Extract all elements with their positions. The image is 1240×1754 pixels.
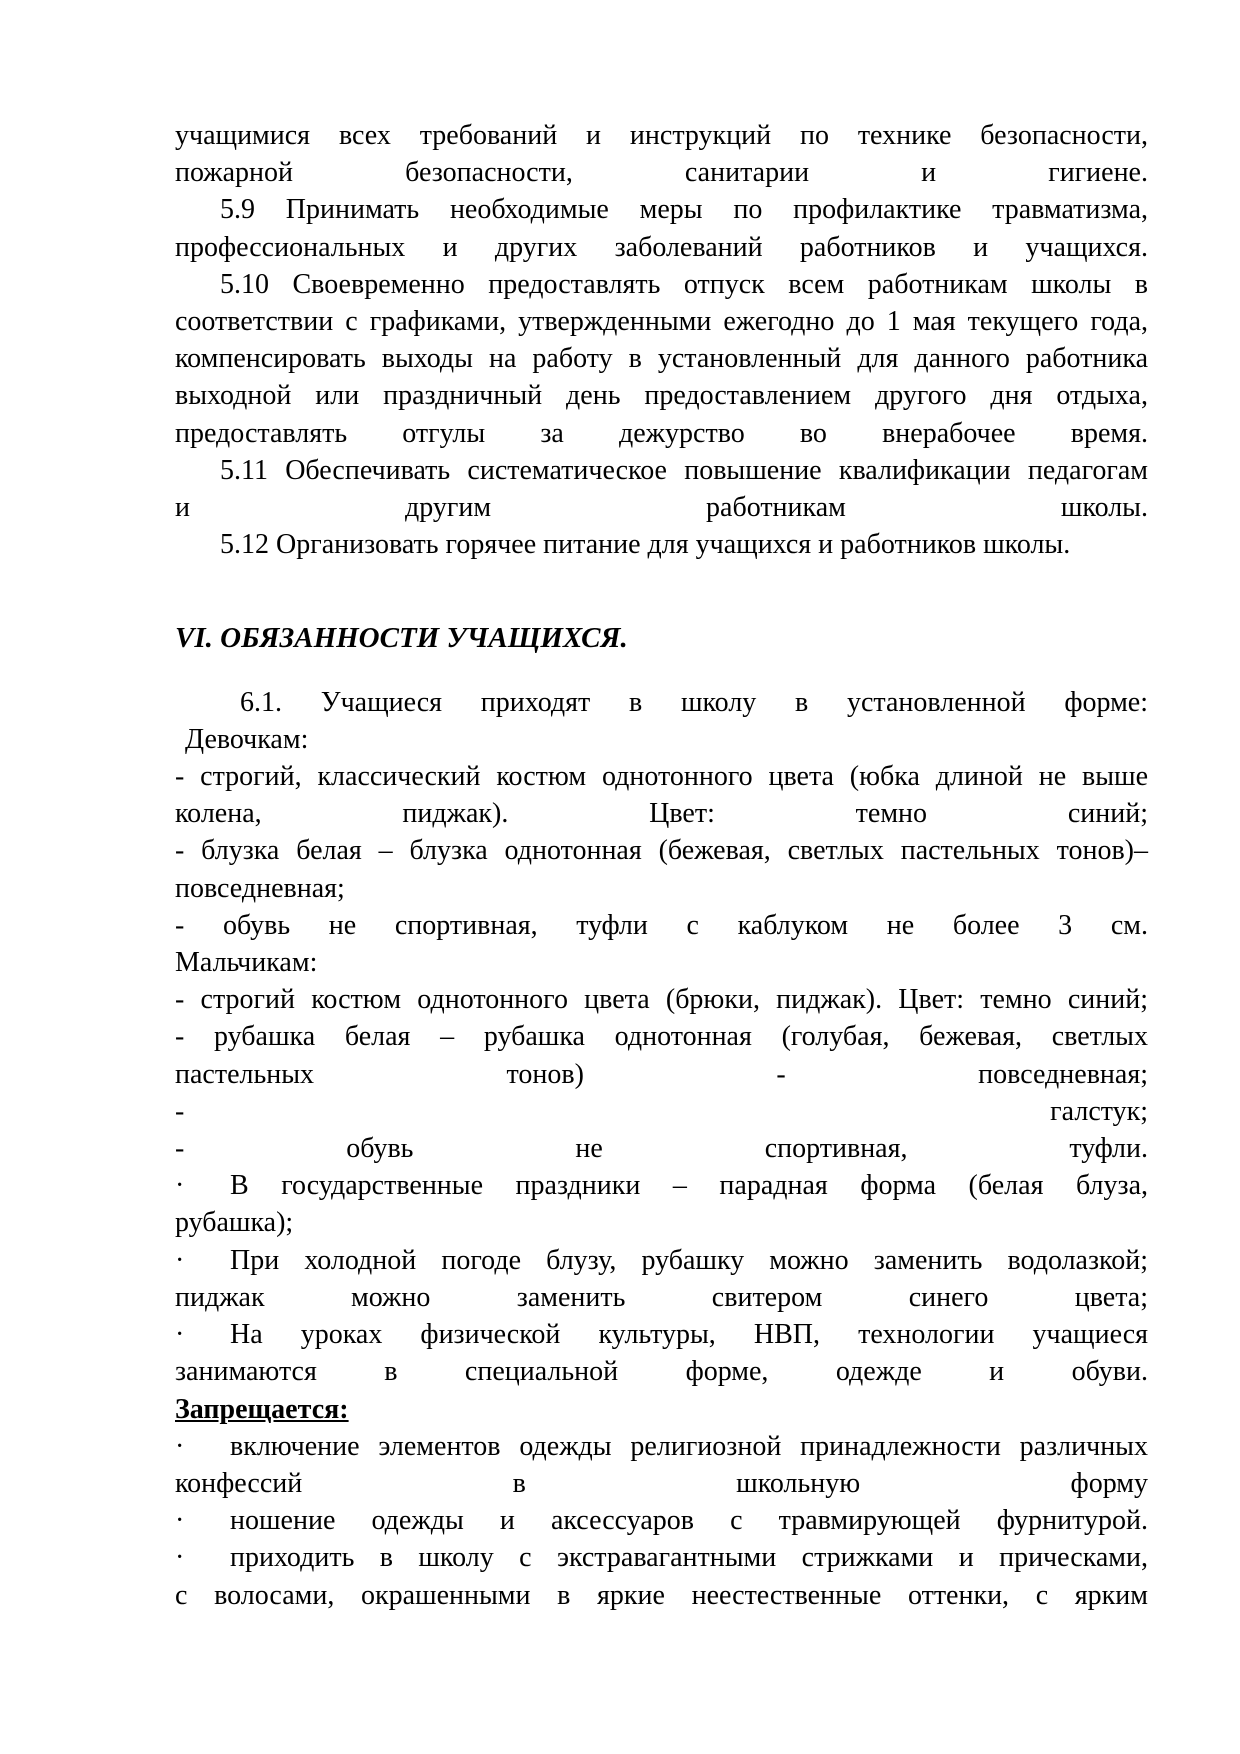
text-line: пожарной безопасности, санитарии и гигиене. [175,157,1148,189]
text-line: соответствии с графиками, утвержденными ежегодно до 1 мая текущего года, [175,306,1148,338]
bullet-text: В государственные праздники – парадная форма (белая блуза, [230,1170,1148,1202]
document-text [175,117,1148,1614]
bullet-marker: · [175,1244,185,1276]
text-line: - строгий, классический костюм однотонного цвета (юбка длиной не выше [175,761,1148,793]
text-line: выходной или праздничный день предоставлением другого дня отдыха, [175,380,1148,412]
text-line [175,1428,1148,1465]
text-line: - обувь не спортивная, туфли с каблуком не более 3 см. [175,909,1148,941]
text-line: - строгий костюм однотонного цвета (брюки, пиджак). Цвет: темно синий; [175,984,1148,1016]
text-line: компенсировать выходы на работу в установленный для данного работника [175,343,1148,375]
text-line: Мальчикам: [175,947,318,979]
text-line: пастельных тонов) - повседневная; [175,1058,1148,1090]
bullet-text: приходить в школу с экстравагантными стрижками и прическами, [230,1542,1148,1574]
bullet-marker: · [175,1505,185,1537]
text-line: и другим работникам школы. [175,492,1148,524]
text-line: пиджак можно заменить свитером синего цвета; [175,1281,1148,1313]
text-line: Девочкам: [185,723,309,755]
bullet-text: При холодной погоде блузу, рубашку можно заменить водолазкой; [230,1244,1148,1276]
text-line: 5.11 Обеспечивать систематическое повышение квалификации педагогам [220,454,1148,486]
text-line [175,1539,1148,1576]
text-line [175,1167,1148,1204]
text-line: повседневная; [175,872,345,904]
text-line: с волосами, окрашенными в яркие неестественные оттенки, с ярким [175,1579,1148,1611]
text-line: рубашка); [175,1207,294,1239]
bullet-text: На уроках физической культуры, НВП, технологии учащиеся [230,1319,1148,1351]
text-line: 5.9 Принимать необходимые меры по профилактике травматизма, [220,194,1148,226]
text-line: конфессий в школьную форму [175,1467,1148,1499]
text-line: 5.12 Организовать горячее питание для учащихся и работников школы. [220,529,1071,561]
text-line: - рубашка белая – рубашка однотонная (голубая, бежевая, светлых [175,1021,1148,1053]
text-line: - галстук; [175,1095,1148,1127]
bullet-marker: · [175,1430,185,1462]
text-line [175,1316,1148,1353]
forbidden-subheading: Запрещается: [175,1393,349,1425]
text-line: учащимися всех требований и инструкций по технике безопасности, [175,120,1148,151]
text-line: - обувь не спортивная, туфли. [175,1133,1148,1165]
text-line [175,1242,1148,1279]
text-line: занимаются в специальной форме, одежде и обуви. [175,1356,1148,1388]
section-heading: VI. ОБЯЗАННОСТИ УЧАЩИХСЯ. [175,622,628,655]
bullet-marker: · [175,1319,185,1351]
text-line: 5.10 Своевременно предоставлять отпуск всем работникам школы в [220,268,1148,300]
bullet-text: включение элементов одежды религиозной принадлежности различных [230,1430,1148,1462]
text-line: 6.1. Учащиеся приходят в школу в установленной форме: [240,686,1148,718]
bullet-marker: · [175,1170,185,1202]
bullet-marker: · [175,1542,185,1574]
text-line: - блузка белая – блузка однотонная (бежевая, светлых пастельных тонов)– [175,835,1148,867]
bullet-text: ношение одежды и аксессуаров с травмирующей фурнитурой. [230,1505,1148,1537]
text-line: профессиональных и других заболеваний работников и учащихся. [175,231,1148,263]
text-line: колена, пиджак). Цвет: темно синий; [175,798,1148,830]
text-line [175,1502,1148,1539]
text-line: предоставлять отгулы за дежурство во внерабочее время. [175,417,1148,449]
